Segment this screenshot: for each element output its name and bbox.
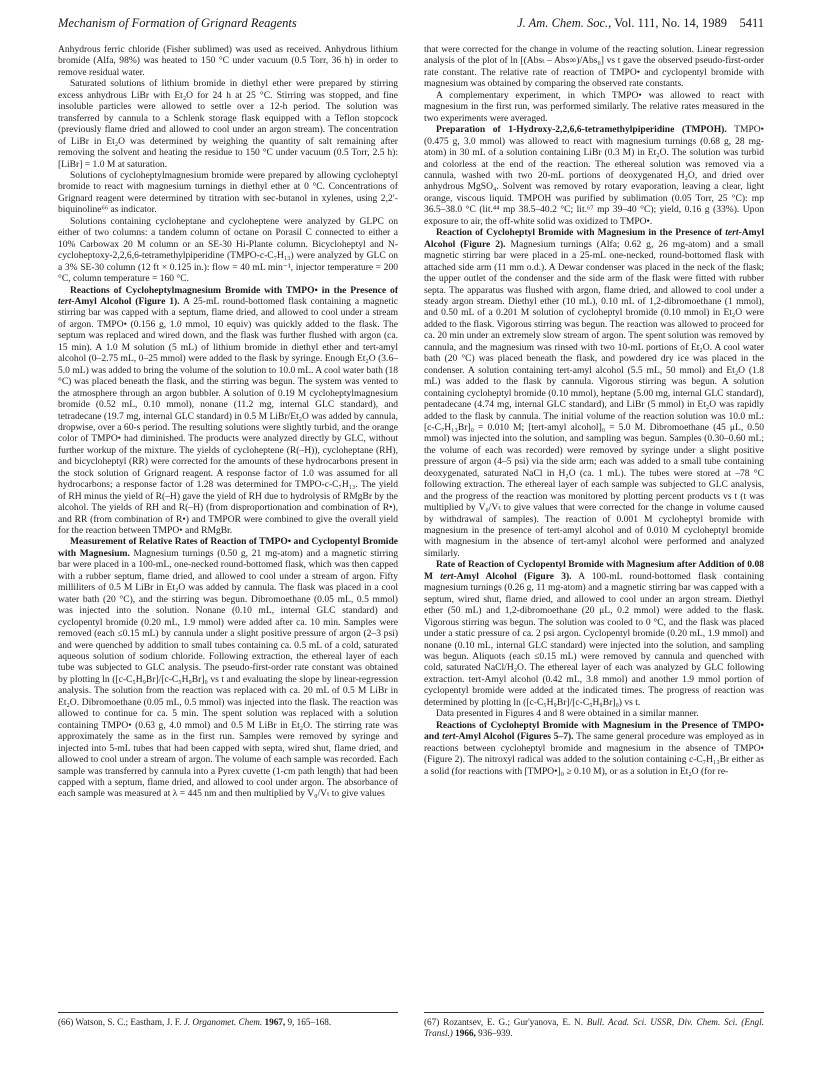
paragraph: Saturated solutions of lithium bromide in diethyl ether were prepared by stirring excess anhydrous LiBr with Et₂O for 24 h at 25 °C. Stirring was stopped, and fine insoluble particles were allowed to settle over a 12-h period. The solution was transferred by cannula to a Schlenk storage flask equipped with a Teflon stopcock (previously flame dried and allowed to cool under an argon stream). The concentration of LiBr in Et₂O was determined by weighing the quantity of salt remaining after removing the solvent and heating the residue to 150 °C under vacuum (0.5 Torr, 2.5 h): [LiBr] = 1.0 M at saturation. — [58, 78, 398, 170]
paragraph: Anhydrous ferric chloride (Fisher sublimed) was used as received. Anhydrous lithium bromide (Alfa, 98%) was heated to 150 °C under vacuum (0.5 Torr, 36 h) in order to remove residual water. — [58, 44, 398, 78]
paragraph: that were corrected for the change in volume of the reacting solution. Linear regression analysis of the plot of ln [(Absₜ – Abs∞)/Abs₀] vs t gave the observed pseudo-first-order rate constant. The relative rate of reaction of TMPO• and cyclopentyl bromide with magnesium was obtained by comparing the observed rate constants. — [424, 44, 764, 90]
section-heading: Reaction of Cycloheptyl Bromide with Magnesium in the Presence of — [436, 227, 723, 239]
footnote-pages: 936–939. — [478, 1028, 513, 1038]
paragraph: Solutions containing cycloheptane and cycloheptene were analyzed by GLPC on either of two columns: a tandem column of octane on Porasil C connected to either a 10% Carbowax 20 M column or an SE-30 Hi-Plante column. Bicycloheptyl and N-cycloheptoxy-2,2,6,6-tetramethylpiperidine (TMPO-c-C₇H₁₃) were analyzed by GLC on a 3% SE-30 column (12 ft × 0.125 in.): flow = 40 mL min⁻¹, injector temperature = 200 °C, column temperature = 160 °C. — [58, 215, 398, 285]
footnote-year: 1967, — [264, 1017, 286, 1027]
footnote-67 — [424, 1017, 764, 1039]
section-heading-end: -Amyl Alcohol (Figure 3). — [453, 570, 572, 582]
paragraph: Solutions of cycloheptylmagnesium bromide were prepared by allowing cycloheptyl bromide to react with magnesium turnings in diethyl ether at 0 °C. Concentrations of Grignard reagent were determined by titration with sec-butanol in xylenes, using 2,2′-biquinoline⁶⁶ as indicator. — [58, 169, 398, 216]
paragraph: A complementary experiment, in which TMPO• was allowed to react with magnesium in the first run, was performed similarly. The relative rates measured in the two experiments were averaged. — [424, 89, 764, 124]
footnote-year: 1966, — [455, 1028, 476, 1038]
page-number: 5411 — [739, 16, 764, 30]
running-head — [58, 16, 764, 34]
paragraph-body: Magnesium turnings (0.50 g, 21 mg-atom) and a magnetic stirring bar were placed in a 100-mL, one-necked round-bottomed flask, which was then capped with a rubber septum, flame dried, and allowed to cool under a stream of argon. Fifty milliliters of 0.5 M LiBr in Et₂O was added by cannula. The flask was placed in a cool water bath (20 °C), and the stirring was begun. Dibromoethane (0.05 mL, 0.5 mmol) was injected into the solution. Nonane (0.10 mL, internal GLC standard) and cyclopentyl bromide (0.20 mL, 1.9 mmol) were added after ca. 10 min. Samples were removed (each ≤0.15 mL) by cannula under a slight positive pressure of argon (2–3 psi) and were quenched by addition to small tubes containing ca. 0.5 mL of a cold, saturated aqueous solution of sodium chloride. Following extraction, the ethereal layer of each tube was subjected to GLC analysis. The pseudo-first-order rate constant was obtained by plotting ln ([c-C₅H₉Br]/[c-C₅H₉Br]₀ vs t and evaluating the slope by linear-regression analysis. The solution from the reaction was replaced with ca. 20 mL of 0.5 M LiBr in Et₂O. Dibromoethane (0.05 mL, 0.5 mmol) was injected into the flask. The reaction was allowed to continue for ca. 5 min. The spent solution was replaced with a solution containing TMPO• (0.63 g, 4.0 mmol) and 0.5 M LiBr in Et₂O. The stirring rate was approximately the same as in the first run. Samples were removed by syringe and injected into 5-mL tubes that had been capped with septa, wired shut, flame dried, and allowed to cool under a stream of argon. The volume of each sample was recorded. Each sample was transferred by cannula into a Pyrex cuvette (1-cm path length) that had been capped with a septum, flame dried, and allowed to cool under argon. The absorbance of each sample was measured at λ = 445 nm and then multiplied by V₀/Vₜ to give values — [58, 547, 398, 800]
footnote-66 — [58, 1017, 398, 1028]
paragraph-body: Magnesium turnings (Alfa; 0.62 g, 26 mg-atom) and a small magnetic stirring bar were placed in a 25-mL one-necked, round-bottomed flask with attached side arm (11 mm o.d.). A Dewar condenser was placed in the neck of the flask; the upper outlet of the condenser and the side arm of the flask were fitted with rubber septa. The apparatus was flushed with argon, flame dried, and allowed to cool under a steady argon stream. Diethyl ether (10 mL), 0.10 mL of 1,2-dibromoethane (1 mmol), and 0.50 mL of a 0.201 M solution of cycloheptyl bromide (0.10 mmol) in Et₂O were added to the flask. Vigorous stirring was begun. The reaction was allowed to proceed for ca. 20 min under an extremely slow stream of argon. The spent solution was removed by cannula, and the magnesium was rinsed with two 10-mL portions of Et₂O. A cool water bath (20 °C) was placed beneath the flask, and powdered dry ice was placed in the condenser. A solution containing tert-amyl alcohol (5.5 mL, 50 mmol) and Et₂O (1.8 mL) was added to the flask by cannula. Vigorous stirring was begun. A solution containing cycloheptyl bromide (0.10 mmol), heptane (5.00 mg, internal GLC standard), pentadecane (4.74 mg, internal GLC standard), and LiBr (5 mmol) in Et₂O was rapidly added to the flask by cannula. The initial volume of the reaction solution was 10.0 mL: [c-C₇H₁₃Br]₀ = 0.010 M; [tert-amyl alcohol]₀ = 5.0 M. Dibromoethane (45 μL, 0.50 mmol) was injected into the solution, and sampling was begun. Samples (0.30–0.60 mL; the volume of each was recorded) were removed by syringe under a slight positive pressure of argon (4–5 psi) via the side arm; each was added to a small tube containing deoxygenated, saturated NaCl in H₂O (ca. 1 mL). The tubes were stored at –78 °C following extraction. The ethereal layer of each sample was subjected to GLC analysis, and the progress of the reaction was monitored by plotting percent products vs t (t was multiplied by V₀/Vₜ to give values that were corrected for the change in volume caused by withdrawal of samples). The reaction of 0.001 M cycloheptyl bromide with magnesium in the presence of tert-amyl alcohol and of 0.010 M cycloheptyl bromide with magnesium in the absence of tert-amyl alcohol were performed and analyzed similarly. — [424, 238, 764, 559]
paragraph-body: A 25-mL round-bottomed flask containing a magnetic stirring bar was capped with a septum, flame dried, and allowed to cool under a stream of argon. TMPO• (0.156 g, 1.0 mmol, 10 equiv) was quickly added to the flask. The septum was replaced and wired down, and the flask was further flushed with argon (ca. 15 min). A 1.0 M solution (5 mL) of lithium bromide in diethyl ether and tert-amyl alcohol (0–2.75 mL, 0–25 mmol) were added to the flask by syringe. Enough Et₂O (3.6–5.0 mL) was added to bring the volume of the solution to 10.0 mL. A cool water bath (18 °C) was placed beneath the flask, and the stirring was begun. The system was vented to the atmosphere through an argon bubbler. A solution of 0.19 M cycloheptylmagnesium bromide (0.52 mL, 0.10 mmol), nonane (11.2 mg, internal GLC standard), and tetradecane (19.7 mg, internal GLC standard) in 0.5 M LiBr/Et₂O was added by cannula, dropwise, over a 60-s period. The resulting solutions were slightly turbid, and the orange color of TMPO• had diminished. The products were analyzed directly by GLC, without further workup of the mixture. The yields of cycloheptene (R(–H)), cycloheptane (RH), and bicycloheptyl (RR) were corrected for the amounts of these hydrocarbons present in the stock solution of Grignard reagent. A response factor of 1.0 was assumed for all hydrocarbons; a response factor of 1.28 was determined for TMPO-c-C₇H₁₃. The yield of RH minus the yield of R(–H) gave the yield of RH due to hydrolysis of RMgBr by the alcohol. The yields of RH and R(–H) (from disproportionation and combination of R•), and RR (from combination of R•) and TMPOR were combined to give the overall yield for the reaction between TMPO• and RMgBr. — [58, 295, 398, 537]
left-column — [58, 44, 398, 989]
footnote-pages: 9, 165–168. — [287, 1017, 332, 1027]
section-heading: Measurement of Relative Rates of Reaction of TMPO• and Cyclopentyl Bromide with Magnesium. — [58, 536, 398, 559]
paragraph-body: TMPO• (0.475 g, 3.0 mmol) was allowed to react with magnesium turnings (0.68 g, 28 mg-atom) in 30 mL of a solution containing LiBr (0.3 M) in Et₂O. The solution was turbid and colorless at the end of the reaction. The ethereal solution was removed via a cannula, washed with two 20-mL portions of deoxygenated H₂O, and dried over anhydrous MgSO₄. Solvent was removed by rotary evaporation, leaving a clear, light orange, viscous liquid. TMPOH was purified by sublimation (0.05 Torr, 25 °C): mp 36.5–38.0 °C (lit.⁴⁴ mp 38.5–40.2 °C; lit.⁶⁷ mp 39–40 °C); yield, 0.16 g (33%). Upon exposure to air, the off-white solid was oxidized to TMPO•. — [424, 124, 764, 227]
section-heading: Reactions of Cycloheptylmagnesium Bromide with TMPO• in the Presence of — [70, 284, 398, 296]
footnote-authors: (66) Watson, S. C.; Eastham, J. F. — [58, 1017, 182, 1027]
section-heading-end: -Amyl Alcohol (Figure 1). — [71, 295, 180, 307]
footnote-divider — [58, 1012, 398, 1013]
section-heading: Reactions of Cycloheptyl Bromide with Magnesium in the Presence of TMPO• and — [424, 719, 764, 743]
volume-info: Vol. 111, No. 14, 1989 — [614, 16, 727, 30]
paragraph — [424, 720, 764, 777]
paragraph-body: A 100-mL round-bottomed flask containing magnesium turnings (0.26 g, 11 mg-atom) and a magnetic stirring bar was capped with a septum, wired shut, flame dried, and allowed to cool under an argon stream. Diethyl ether (50 mL) and 1,2-dibromoethane (20 μL, 0.2 mmol) were added to the flask. Vigorous stirring was begun. The solution was cooled to 0 °C, and the flask was placed under a static pressure of ca. 2 psi argon. Cyclopentyl bromide (0.20 mL, 1.9 mmol) and nonane (0.10 mL, internal GLC standard) were injected into the solution, and sampling was begun. Aliquots (each ≤0.15 mL) were removed by cannula and quenched with cold, saturated NaCl/H₂O. The ethereal layer of each was analyzed by GLC following extraction. tert-Amyl alcohol (0.42 mL, 3.8 mmol) and another 1.9 mmol portion of cyclopentyl bromide were added at the indicated times. The progress of reaction was determined by plotting ln ([c-C₅H₉Br]/[c-C₅H₉Br]₀) vs t. — [424, 570, 764, 708]
section-heading-italic: tert — [58, 295, 72, 307]
journal-citation-header — [517, 16, 764, 31]
paragraph: Data presented in Figures 4 and 8 were obtained in a similar manner. — [436, 708, 699, 720]
journal-name: J. Am. Chem. Soc., — [517, 16, 612, 30]
paragraph — [58, 536, 398, 799]
section-heading-italic: tert — [725, 227, 739, 239]
section-heading: Rate of Reaction of Cyclopentyl Bromide with Magnesium after Addition of 0.08 M — [424, 559, 764, 582]
right-column — [424, 44, 764, 989]
paragraph — [58, 285, 398, 537]
section-heading-italic: tert — [440, 570, 454, 582]
section-heading: Preparation of 1-Hydroxy-2,2,6,6-tetramethylpiperidine (TMPOH). — [436, 124, 727, 136]
paragraph — [424, 559, 764, 708]
paragraph — [424, 227, 764, 559]
footnote-divider — [424, 1012, 764, 1013]
section-heading-end: -Amyl Alcohol (Figures 5–7). — [455, 731, 574, 743]
article-title-header: Mechanism of Formation of Grignard Reagents — [58, 16, 297, 30]
paragraph — [424, 124, 764, 227]
paragraph-body: The same general procedure was employed as in reactions between cycloheptyl bromide and magnesium in the absence of TMPO• (Figure 2). The nitroxyl radical was added to the solution containing c-C₇H₁₃Br either as a solid (for reactions with [TMPO•]₀ ≥ 0.10 M), or as a solution in Et₂O (for re- — [424, 731, 764, 777]
footnote-journal: Bull. Acad. Sci. USSR, Div. Chem. Sci. (Engl. Transl.) — [424, 1017, 764, 1038]
section-heading-end: -Amyl Alcohol (Figure 2). — [424, 227, 764, 250]
section-heading-italic: tert — [442, 731, 456, 743]
footnote-journal: J. Organomet. Chem. — [183, 1017, 263, 1027]
footnote-authors: (67) Rozantsev, E. G.; Gur'yanova, E. N. — [424, 1017, 583, 1027]
